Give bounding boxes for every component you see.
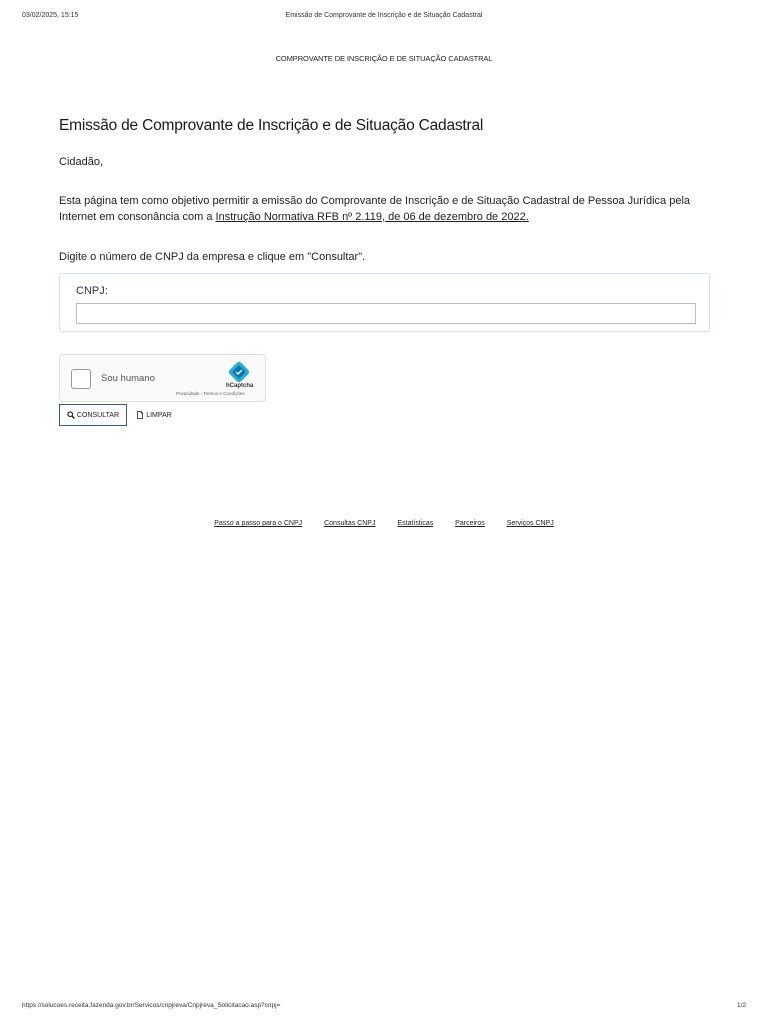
consultar-label: CONSULTAR: [76, 411, 120, 419]
footer-link-servicos[interactable]: Serviços CNPJ: [506, 520, 554, 527]
captcha-checkbox[interactable]: [71, 369, 91, 389]
limpar-label: LIMPAR: [146, 411, 172, 419]
document-icon: [136, 411, 144, 419]
intro-text: Esta página tem como objetivo permitir a emissão do Comprovante de Inscrição e de Situação Cadastral de Pessoa Jurídica pela Internet em consonância com a: [59, 195, 691, 223]
footer-link-consultas[interactable]: Consultas CNPJ: [324, 520, 376, 527]
captcha-links[interactable]: Privacidade - Termos e Condições: [176, 391, 245, 396]
page-banner: COMPROVANTE DE INSCRIÇÃO E DE SITUAÇÃO CADASTRAL: [275, 54, 493, 63]
captcha-brand: hCaptcha: [226, 383, 254, 389]
intro-paragraph: [59, 194, 709, 225]
print-page-number: 1/2: [736, 1002, 746, 1009]
footer-link-estatisticas[interactable]: Estatísticas: [397, 520, 434, 527]
print-header: [22, 12, 746, 24]
page-title: Emissão de Comprovante de Inscrição e de Situação Cadastral: [59, 117, 484, 134]
cnpj-input[interactable]: [76, 303, 696, 324]
print-footer: [22, 1002, 746, 1014]
captcha-label: Sou humano: [101, 373, 155, 384]
greeting: Cidadão,: [59, 156, 104, 168]
instrucao-normativa-date-link[interactable]: , de 06 de dezembro de 2022.: [381, 210, 529, 223]
limpar-button[interactable]: [131, 404, 177, 426]
hcaptcha-widget: [59, 354, 266, 402]
hcaptcha-logo-icon: [228, 361, 250, 383]
print-url: https://solucoes.receita.fazenda.gov.br/Servicos/cnpjreva/Cnpjreva_Solicitacao.asp?cnpj=: [22, 1002, 281, 1009]
print-document-title: Emissão de Comprovante de Inscrição e de Situação Cadastral: [285, 12, 483, 19]
instruction-text: Digite o número de CNPJ da empresa e clique em "Consultar".: [59, 251, 366, 263]
search-icon: [67, 411, 75, 419]
footer-link-parceiros[interactable]: Parceiros: [455, 520, 485, 527]
cnpj-label: CNPJ:: [76, 285, 108, 297]
cnpj-form-panel: [59, 273, 710, 332]
consultar-button[interactable]: [59, 404, 127, 426]
instrucao-normativa-link[interactable]: Instrução Normativa RFB nº 2.119: [215, 210, 382, 223]
print-datetime: 03/02/2025, 15:15: [22, 12, 79, 19]
footer-link-passo-a-passo[interactable]: Passo a passo para o CNPJ: [214, 520, 303, 527]
footer-nav: [0, 520, 768, 527]
